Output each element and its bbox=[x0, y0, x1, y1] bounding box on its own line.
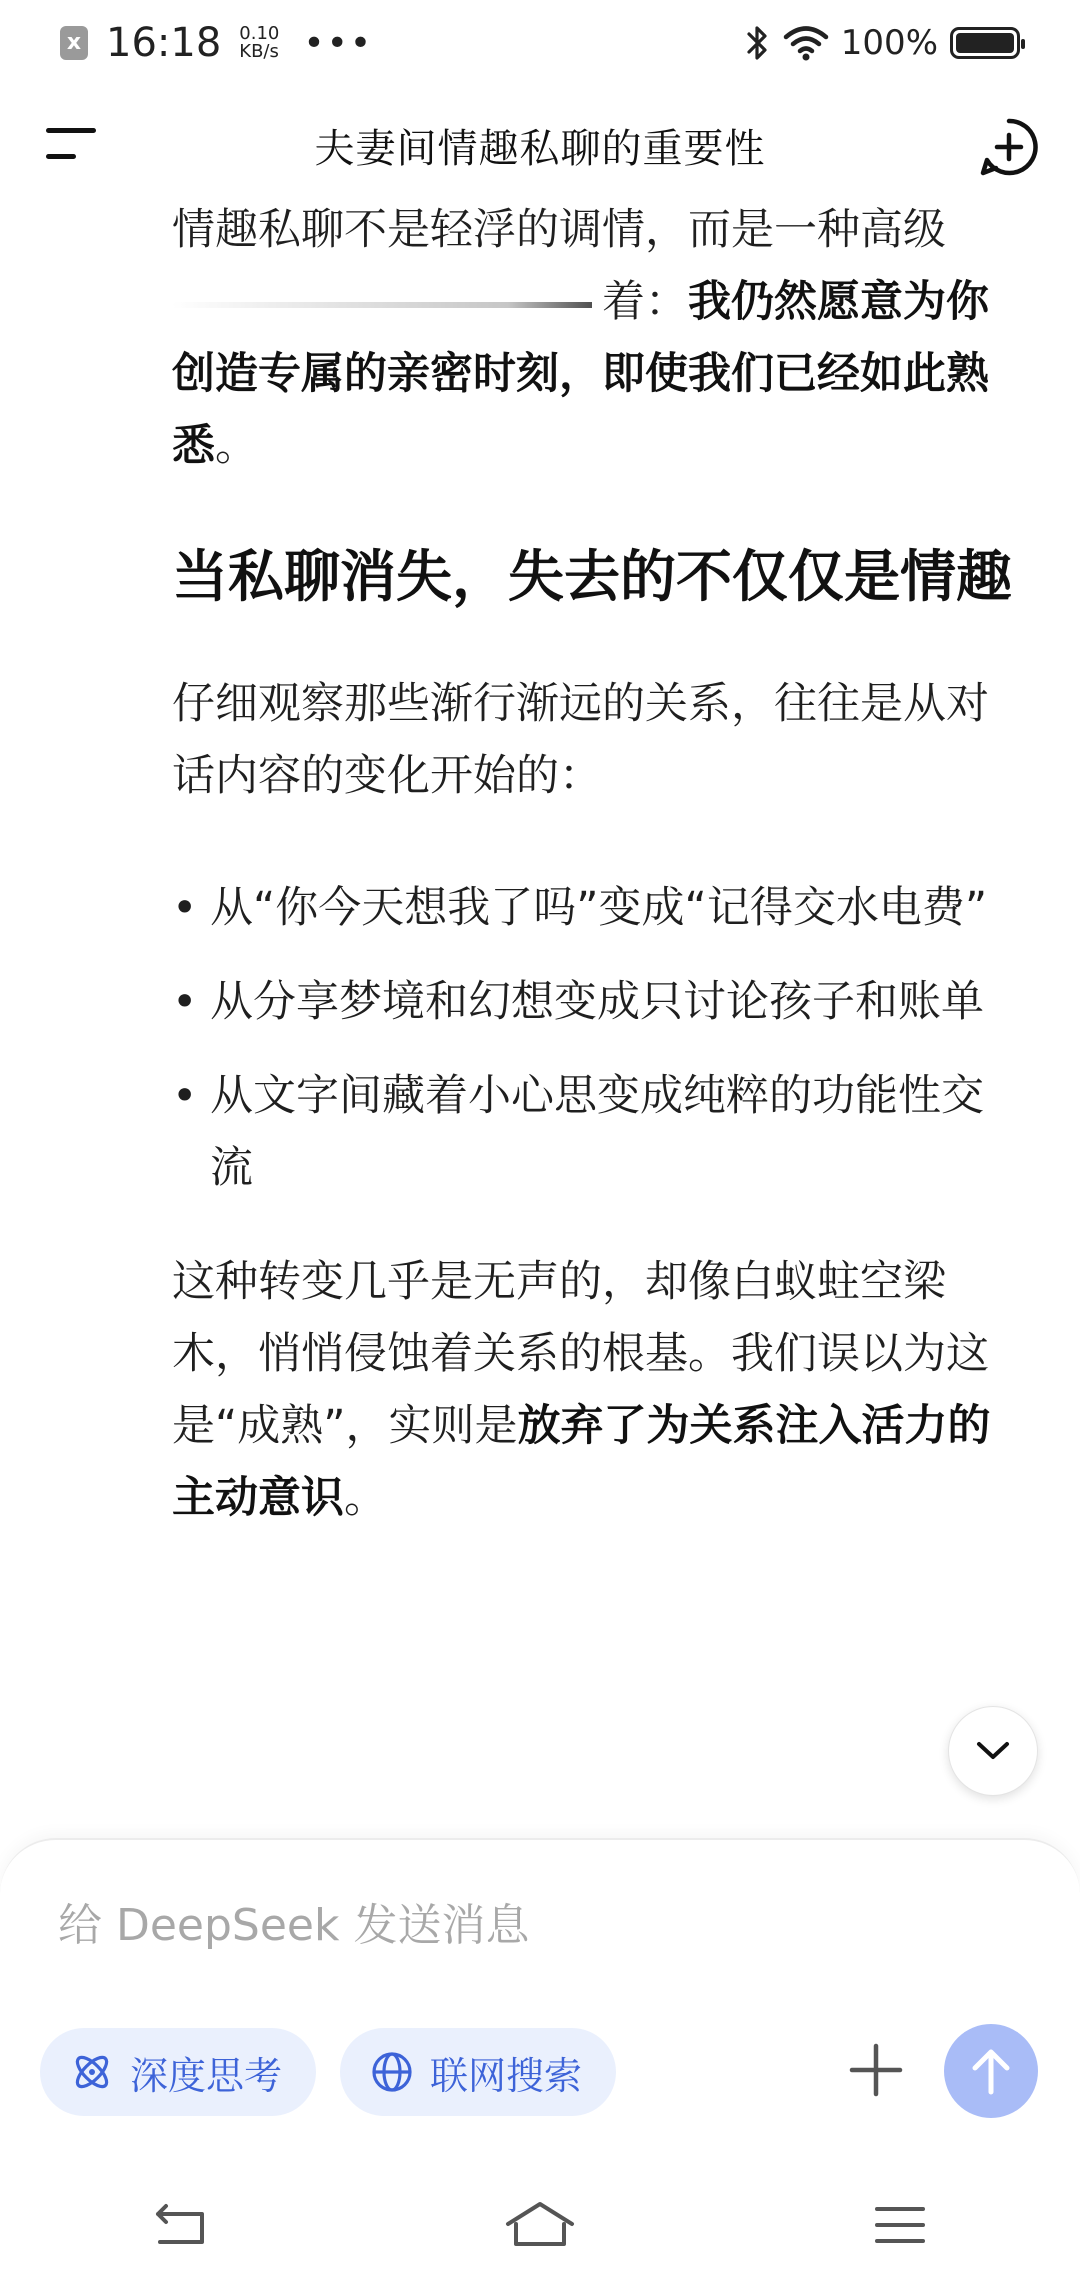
more-notifications-icon: ••• bbox=[303, 22, 374, 64]
list-item: • 从文字间藏着小心思变成纯粹的功能性交流 bbox=[172, 1060, 1020, 1204]
status-bar bbox=[0, 0, 1080, 86]
notification-badge: x bbox=[66, 30, 82, 55]
paragraph-1 bbox=[172, 194, 1020, 482]
new-chat-button[interactable] bbox=[978, 116, 1040, 178]
atom-icon bbox=[70, 2050, 114, 2094]
battery-icon bbox=[950, 27, 1020, 59]
nav-back-button[interactable] bbox=[140, 2195, 220, 2255]
net-speed-value: 0.10 bbox=[239, 23, 280, 44]
back-icon bbox=[152, 2202, 208, 2248]
battery-percentage: 100% bbox=[840, 23, 938, 63]
net-speed bbox=[239, 25, 279, 61]
header bbox=[0, 100, 1080, 190]
deep-think-label: 深度思考 bbox=[130, 2053, 283, 2098]
page-title: 夫妻间情趣私聊的重要性 bbox=[314, 125, 766, 172]
status-left bbox=[60, 20, 373, 66]
notification-icon bbox=[60, 26, 88, 60]
menu-icon-line bbox=[46, 154, 76, 159]
menu-button[interactable] bbox=[46, 122, 100, 168]
web-search-label: 联网搜索 bbox=[430, 2053, 583, 2098]
scroll-fade-line bbox=[172, 302, 592, 308]
paragraph-2: 仔细观察那些渐行渐远的关系，往往是从对话内容的变化开始的： bbox=[172, 679, 989, 801]
paragraph-3-text: 这种转变几乎是无声的，却像白蚁蛀空梁木，悄悄侵蚀着关系的根基。我们误以为这是“成熟”，实则是 bbox=[172, 1257, 989, 1451]
status-right bbox=[745, 23, 1020, 63]
nav-menu-button[interactable] bbox=[860, 2195, 940, 2255]
paragraph-1-text: 情趣私聊不是轻浮的调情，而是一种高级 bbox=[172, 205, 946, 255]
nav-home-button[interactable] bbox=[500, 2195, 580, 2255]
bluetooth-icon bbox=[745, 23, 771, 63]
list-item: • 从“你今天想我了吗”变成“记得交水电费” bbox=[172, 872, 1020, 944]
web-search-button[interactable] bbox=[340, 2028, 616, 2116]
attach-button[interactable] bbox=[846, 2040, 906, 2100]
list-item: • 从分享梦境和幻想变成只讨论孩子和账单 bbox=[172, 966, 1020, 1038]
deep-think-button[interactable] bbox=[40, 2028, 316, 2116]
arrow-up-icon bbox=[968, 2046, 1014, 2096]
paragraph-1-partial: 着： bbox=[602, 277, 688, 327]
chat-content bbox=[172, 194, 1020, 1534]
paragraph-3-end: 。 bbox=[344, 1473, 387, 1523]
menu-lines-icon bbox=[873, 2203, 927, 2247]
send-button[interactable] bbox=[944, 2024, 1038, 2118]
paragraph-1-bold: 我仍然愿意为你创造专属的亲密时刻，即使我们已经如此熟悉 bbox=[172, 277, 989, 471]
message-input[interactable] bbox=[58, 1890, 958, 1960]
net-speed-unit: KB/s bbox=[239, 41, 279, 62]
menu-icon bbox=[46, 128, 96, 133]
bullet-list bbox=[172, 872, 1020, 1204]
paragraph-3-bold: 放弃了为关系注入活力的主动意识 bbox=[172, 1401, 991, 1523]
chevron-down-icon bbox=[975, 1740, 1011, 1762]
paragraph-1-end: 。 bbox=[215, 421, 258, 471]
battery-level bbox=[956, 33, 1014, 53]
clock: 16:18 bbox=[106, 20, 222, 66]
home-icon bbox=[504, 2200, 576, 2250]
globe-icon bbox=[370, 2050, 414, 2094]
system-nav-bar bbox=[0, 2170, 1080, 2280]
wifi-icon bbox=[783, 24, 829, 62]
paragraph-3 bbox=[172, 1246, 1020, 1534]
section-heading: 当私聊消失，失去的不仅仅是情趣 bbox=[172, 545, 1012, 610]
scroll-down-button[interactable] bbox=[948, 1706, 1038, 1796]
